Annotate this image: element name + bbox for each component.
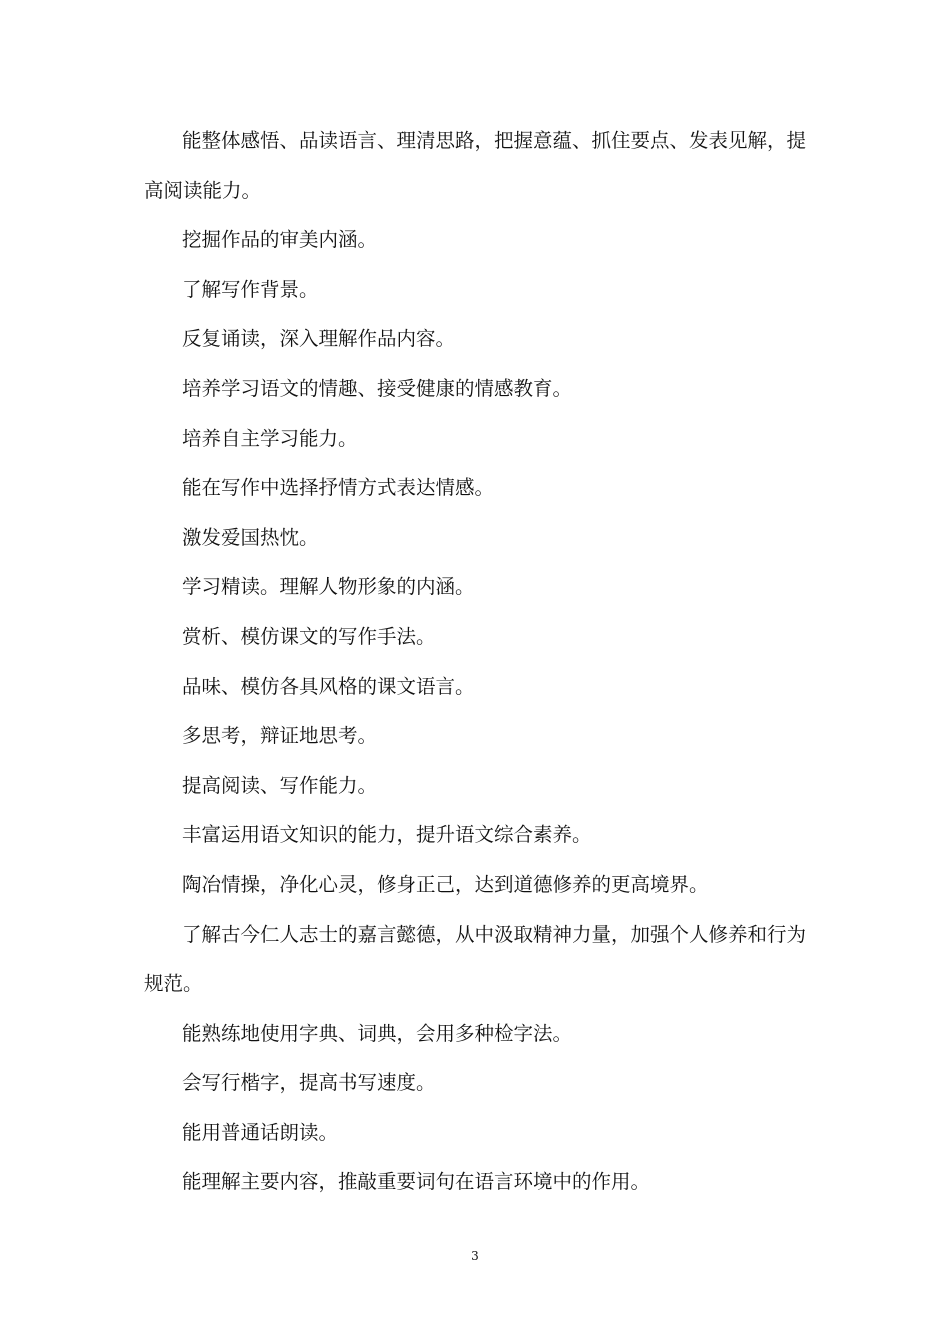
paragraph: 挖掘作品的审美内涵。 — [182, 228, 378, 252]
paragraph: 了解古今仁人志士的嘉言懿德，从中汲取精神力量，加强个人修养和行为规范。 — [144, 922, 807, 996]
paragraph: 能用普通话朗读。 — [182, 1120, 339, 1144]
paragraph: 品味、模仿各具风格的课文语言。 — [182, 674, 475, 698]
paragraph: 多思考，辩证地思考。 — [182, 724, 378, 748]
paragraph: 反复诵读，深入理解作品内容。 — [182, 327, 456, 351]
paragraph: 激发爱国热忱。 — [182, 525, 319, 549]
paragraph: 能理解主要内容，推敲重要词句在语言环境中的作用。 — [182, 1170, 651, 1194]
paragraph: 陶冶情操，净化心灵，修身正己，达到道德修养的更高境界。 — [182, 872, 709, 896]
document-body — [144, 116, 812, 1207]
paragraph: 会写行楷字，提高书写速度。 — [182, 1071, 436, 1095]
paragraph: 能熟练地使用字典、词典，会用多种检字法。 — [182, 1021, 573, 1045]
page-number: 3 — [471, 1249, 479, 1263]
paragraph: 赏析、模仿课文的写作手法。 — [182, 624, 436, 648]
paragraph: 提高阅读、写作能力。 — [182, 773, 378, 797]
paragraph: 培养自主学习能力。 — [182, 426, 358, 450]
paragraph: 能在写作中选择抒情方式表达情感。 — [182, 476, 495, 500]
paragraph: 培养学习语文的情趣、接受健康的情感教育。 — [182, 376, 573, 400]
paragraph: 能整体感悟、品读语言、理清思路，把握意蕴、抓住要点、发表见解，提高阅读能力。 — [144, 129, 807, 202]
paragraph: 丰富运用语文知识的能力，提升语文综合素养。 — [182, 823, 592, 847]
paragraph: 学习精读。理解人物形象的内涵。 — [182, 575, 475, 599]
paragraph: 了解写作背景。 — [182, 277, 319, 301]
